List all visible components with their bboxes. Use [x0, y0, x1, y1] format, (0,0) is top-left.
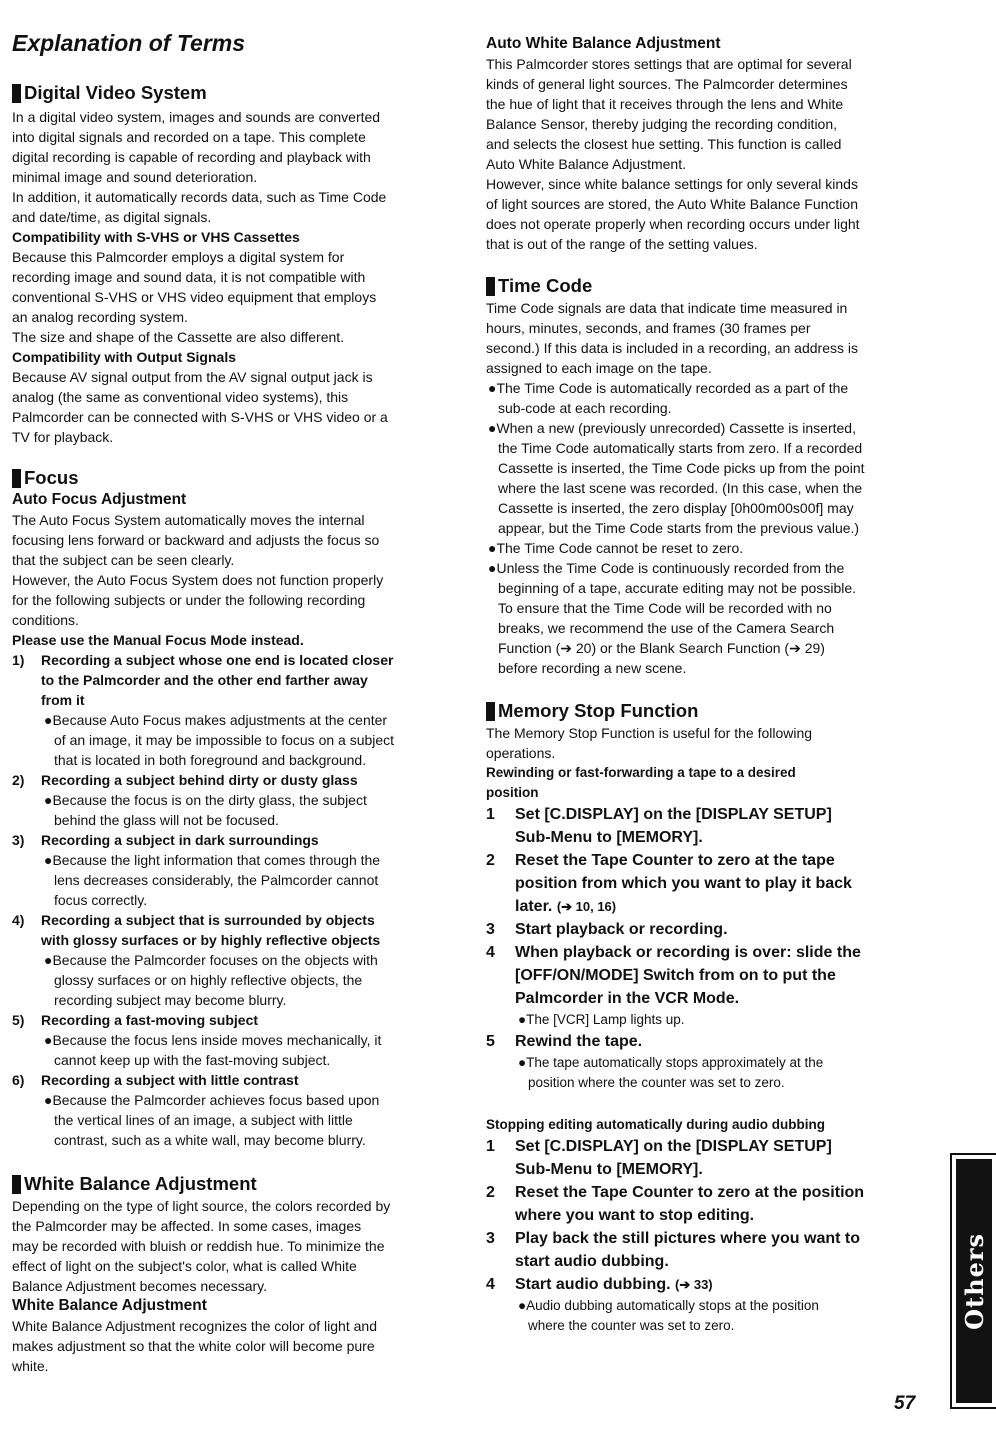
- page-reference: (➔ 10, 16): [556, 899, 617, 914]
- bullet-item: ●When a new (previously unrecorded) Cassette is inserted, the Time Code automatically starts from zero. If a recorded Cassette is inserted, the Time Code picks up from the point where the last scene was recorded. (In this case, when the Cassette is inserted, the zero display [0h00m00s00f] may appear, but the Time Code starts from the previous value.): [488, 420, 865, 536]
- focus-item: 5) Recording a fast-moving subject ●Because the focus lens inside moves mechanically, it cannot keep up with the fast-moving subject.: [12, 1012, 382, 1068]
- focus-item: 4) Recording a subject that is surrounded by objects with glossy surfaces or by highly reflective objects ●Because the Palmcorder focuses on the objects with glossy surfaces or on highly reflective objects, the recording subject may become blurry.: [12, 912, 381, 1008]
- square-bullet-icon: [486, 277, 495, 296]
- bullet-item: ●Unless the Time Code is continuously recorded from the beginning of a tape, accurate editing may not be possible. To ensure that the Time Code will be recorded with no breaks, we recommend the use of the Camera Search Function (➔ 20) or the Blank Search Function (➔ 29) before recording a new scene.: [488, 560, 857, 676]
- section-heading: Digital Video System: [12, 82, 448, 104]
- square-bullet-icon: [12, 1175, 21, 1194]
- page-reference: (➔ 33): [675, 1277, 713, 1292]
- section-heading: Time Code: [486, 275, 918, 297]
- page-title: Explanation of Terms: [12, 30, 246, 56]
- procedure-step: 1 Set [C.DISPLAY] on the [DISPLAY SETUP] Sub-Menu to [MEMORY].: [486, 1138, 832, 1178]
- procedure-step: 2 Reset the Tape Counter to zero at the position where you want to stop editing.: [486, 1184, 865, 1224]
- focus-section: Focus Auto Focus Adjustment The Auto Focus System automatically moves the internal focusing lens forward or backward and adjusts the focus so that the subject can be seen clearly. However, the Auto Focus System does not function properly for the following subjects or under the following recording conditions. Please use the Manual Focus Mode instead. 1) Recording a subject whose one end is located closer to the Palmcorder and the other end farther away from it ●Because Auto Focus makes adjustments at the center of an image, it may be impossible to focus on a subject that is located in both foreground and background. 2) Recording a subject behind dirty or dusty glass ●Because the focus is on the dirty glass, the subject behind the glass will not be focused. 3) Recording a subject in dark surroundings ●Because the light information that comes through the lens decreases considerably, the Palmcorder cannot focus correctly. 4) Recording a subject that is surrounded by objects with glossy surfaces or by highly reflective objects ●Because the Palmcorder focuses on the objects with glossy surfaces or on highly reflective objects, the recording subject may become blurry. 5) Recording a fast-moving subject ●Because the focus lens inside moves mechanically, it cannot keep up with the fast-moving subject. 6) Recording a subject with little contrast ●Because the Palmcorder achieves focus based upon the vertical lines of an image, a subject with little contrast, such as a white wall, may become blurry.: [12, 467, 448, 1150]
- section-heading: White Balance Adjustment: [12, 1173, 448, 1195]
- procedure-step: 4 Start audio dubbing. (➔ 33) ●Audio dubbing automatically stops at the position where the counter was set to zero.: [486, 1276, 819, 1333]
- compat-output-heading: Compatibility with Output Signals: [12, 349, 236, 365]
- focus-item: 1) Recording a subject whose one end is located closer to the Palmcorder and the other end farther away from it ●Because Auto Focus makes adjustments at the center of an image, it may be impossible to focus on a subject that is located in both foreground and background.: [12, 652, 395, 768]
- procedure-step: 2 Reset the Tape Counter to zero at the tape position from which you want to play it back later. (➔ 10, 16): [486, 852, 852, 915]
- others-section-tab: Others: [950, 1153, 996, 1409]
- procedure-step: 3 Start playback or recording.: [486, 921, 728, 938]
- audio-dubbing-subheading: Stopping editing automatically during audio dubbing: [486, 1117, 825, 1132]
- square-bullet-icon: [486, 702, 495, 721]
- focus-item: 2) Recording a subject behind dirty or dusty glass ●Because the focus is on the dirty glass, the subject behind the glass will not be focused.: [12, 772, 367, 828]
- procedure-step: 3 Play back the still pictures where you want to start audio dubbing.: [486, 1230, 860, 1270]
- page-number: 57: [894, 1393, 916, 1414]
- compat-vhs-heading: Compatibility with S-VHS or VHS Cassettes: [12, 229, 300, 245]
- section-heading: Memory Stop Function: [486, 700, 918, 722]
- procedure-step: 1 Set [C.DISPLAY] on the [DISPLAY SETUP] Sub-Menu to [MEMORY].: [486, 806, 832, 846]
- memory-stop-section: Memory Stop Function The Memory Stop Function is useful for the following operations. Rewinding or fast-forwarding a tape to a desired position 1 Set [C.DISPLAY] on the [DISPLAY SETUP] Sub-Menu to [MEMORY]. 2 Reset the Tape Counter to zero at the tape position from which you want to play it back later. (➔ 10, 16) 3 Start playback or recording. 4 When playback or recording is over: slide the [OFF/ON/MODE] Switch from on to put the Palmcorder in the VCR Mode. ●The [VCR] Lamp lights up. 5 Rewind the tape. ●The tape automatically stops approximately at the position where the counter was set to zero. Stopping editing automatically during audio dubbing 1 Set [C.DISPLAY] on the [DISPLAY SETUP] Sub-Menu to [MEMORY]. 2 Reset the Tape Counter to zero at the position where you want to stop editing. 3 Play back the still pictures where you want to start audio dubbing. 4 Start audio dubbing. (➔ 33) ●Audio dubbing automatically stops at the position where the counter was set to zero.: [486, 700, 918, 1336]
- digital-video-section: Digital Video System In a digital video system, images and sounds are converted into digital signals and recorded on a tape. This complete digital recording is capable of recording and playback with minimal image and sound deterioration. In addition, it automatically records data, such as Time Code and date/time, as digital signals. Compatibility with S-VHS or VHS Cassettes Because this Palmcorder employs a digital system for recording image and sound data, it is not compatible with conventional S-VHS or VHS video equipment that employs an analog recording system. The size and shape of the Cassette are also different. Compatibility with Output Signals Because AV signal output from the AV signal output jack is analog (the same as conventional video systems), this Palmcorder can be connected with S-VHS or VHS video or a TV for playback.: [12, 82, 448, 447]
- awb-subheading: Auto White Balance Adjustment: [486, 35, 721, 52]
- focus-item: 3) Recording a subject in dark surroundings ●Because the light information that comes through the lens decreases considerably, the Palmcorder cannot focus correctly.: [12, 832, 381, 908]
- bullet-item: ●The Time Code cannot be reset to zero.: [488, 540, 744, 556]
- auto-focus-subheading: Auto Focus Adjustment: [12, 491, 187, 508]
- procedure-step: 4 When playback or recording is over: slide the [OFF/ON/MODE] Switch from on to put the Palmcorder in the VCR Mode. ●The [VCR] Lamp lights up.: [486, 944, 861, 1027]
- procedure-step: 5 Rewind the tape. ●The tape automatically stops approximately at the position where the counter was set to zero.: [486, 1033, 824, 1090]
- manual-focus-note: Please use the Manual Focus Mode instead.: [12, 632, 304, 648]
- square-bullet-icon: [12, 469, 21, 488]
- bullet-item: ●The Time Code is automatically recorded as a part of the sub-code at each recording.: [488, 380, 849, 416]
- wb-subheading: White Balance Adjustment: [12, 1297, 207, 1314]
- section-heading: Focus: [12, 467, 448, 489]
- auto-white-balance-section: Auto White Balance Adjustment This Palmcorder stores settings that are optimal for several kinds of general light sources. The Palmcorder determines the hue of light that it receives through the lens and White Balance Sensor, thereby judging the recording condition, and selects the closest hue setting. This function is called Auto White Balance Adjustment. However, since white balance settings for only several kinds of light sources are stored, the Auto White Balance Function does not operate properly when recording occurs under light that is out of the range of the setting values.: [486, 34, 918, 254]
- white-balance-section: White Balance Adjustment Depending on the type of light source, the colors recorded by the Palmcorder may be affected. In some cases, images may be recorded with bluish or reddish hue. To minimize the effect of light on the subject's color, what is called White Balance Adjustment becomes necessary. White Balance Adjustment White Balance Adjustment recognizes the color of light and makes adjustment so that the white color will become pure white.: [12, 1173, 448, 1376]
- focus-item: 6) Recording a subject with little contrast ●Because the Palmcorder achieves focus based upon the vertical lines of an image, a subject with little contrast, such as a white wall, may become blurry.: [12, 1072, 380, 1148]
- digital-intro: In a digital video system, images and sounds are converted into digital signals and recorded on a tape. This complete digital recording is capable of recording and playback with minimal image and sound deterioration. In addition, it automatically records data, such as Time Code and date/time, as digital signals.: [12, 109, 387, 225]
- square-bullet-icon: [12, 84, 21, 103]
- time-code-section: Time Code Time Code signals are data that indicate time measured in hours, minutes, seconds, and frames (30 frames per second.) If this data is included in a recording, an address is assigned to each image on the tape. ●The Time Code is automatically recorded as a part of the sub-code at each recording. ●When a new (previously unrecorded) Cassette is inserted, the Time Code automatically starts from zero. If a recorded Cassette is inserted, the Time Code picks up from the point where the last scene was recorded. (In this case, when the Cassette is inserted, the zero display [0h00m00s00f] may appear, but the Time Code starts from the previous value.) ●The Time Code cannot be reset to zero. ●Unless the Time Code is continuously recorded from the beginning of a tape, accurate editing may not be possible. To ensure that the Time Code will be recorded with no breaks, we recommend the use of the Camera Search Function (➔ 20) or the Blank Search Function (➔ 29) before recording a new scene.: [486, 275, 918, 678]
